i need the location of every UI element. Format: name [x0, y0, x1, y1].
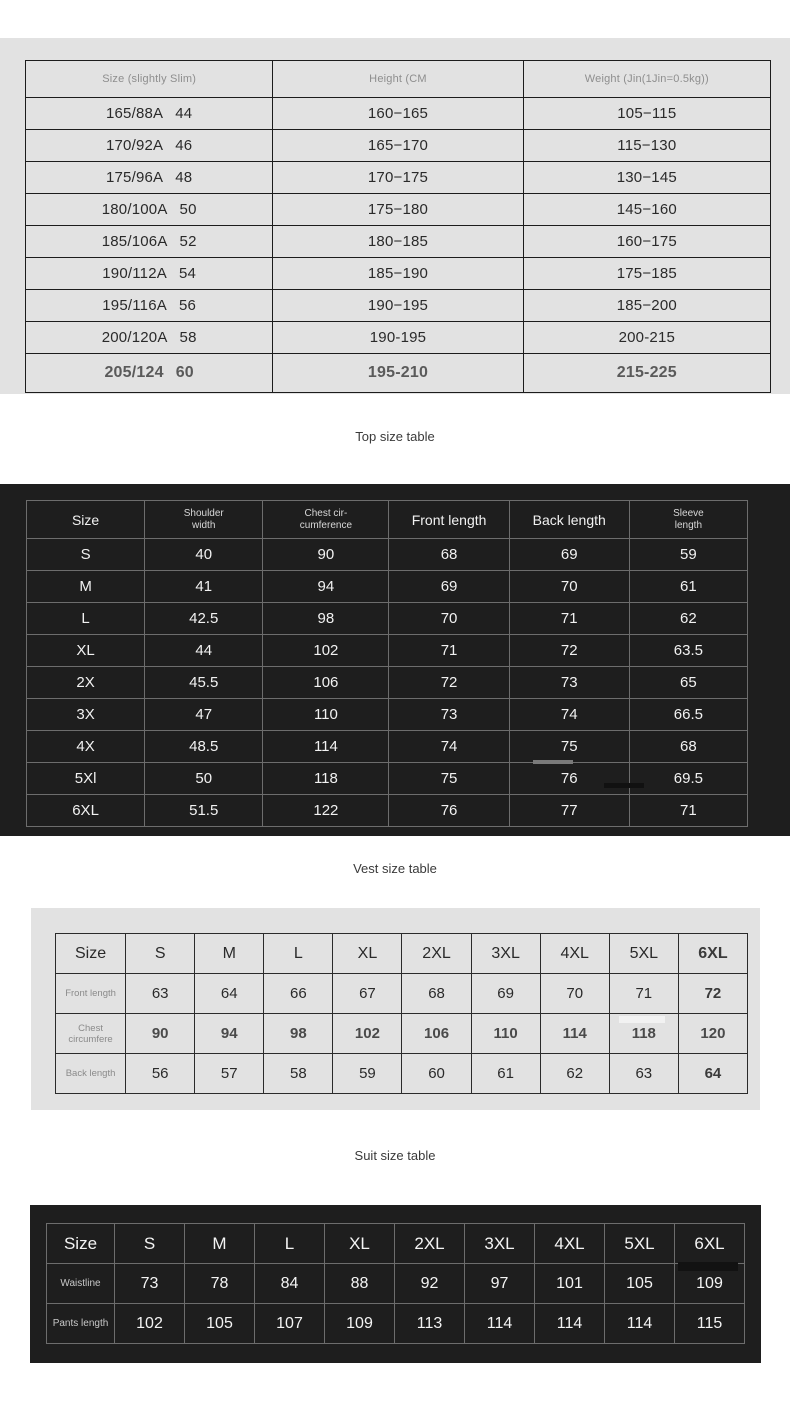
cell-chest: 102	[263, 635, 389, 667]
size-number: 52	[179, 233, 197, 250]
cell-height: 165−170	[273, 130, 523, 162]
row-header-front-length: Front length	[56, 974, 126, 1014]
cell-value: 92	[395, 1264, 465, 1304]
cell-value: 102	[115, 1304, 185, 1344]
cell-sleeve: 63.5	[629, 635, 747, 667]
col-header-sleeve-length	[629, 501, 747, 539]
caption-top-size-table: Top size table	[355, 429, 435, 444]
cell-value: 64	[678, 1054, 747, 1094]
table-row	[56, 1014, 748, 1054]
table-row	[47, 1264, 745, 1304]
col-header-s: S	[115, 1224, 185, 1264]
cell-chest: 106	[263, 667, 389, 699]
cell-value: 109	[325, 1304, 395, 1344]
table-row	[47, 1304, 745, 1344]
cell-shoulder: 40	[145, 539, 263, 571]
cell-height: 175−180	[273, 194, 523, 226]
cell-chest: 110	[263, 699, 389, 731]
cell-value: 69	[471, 974, 540, 1014]
size-code: 185/106A	[101, 233, 168, 250]
col-header-3xl: 3XL	[471, 934, 540, 974]
size-code: 165/88A	[105, 105, 164, 122]
cell-size	[26, 290, 273, 322]
cell-weight: 160−175	[523, 226, 770, 258]
cell-back: 69	[509, 539, 629, 571]
cell-value: 59	[333, 1054, 402, 1094]
cell-value: 120	[678, 1014, 747, 1054]
col-header-3xl: 3XL	[465, 1224, 535, 1264]
size-number: 46	[175, 137, 193, 154]
cell-value: 72	[678, 974, 747, 1014]
size-code: 190/112A	[102, 265, 167, 282]
cell-shoulder: 51.5	[145, 795, 263, 827]
suit-size-table	[46, 1223, 745, 1344]
top-size-table	[26, 500, 748, 827]
cell-sleeve: 62	[629, 603, 747, 635]
col-header-back-length: Back length	[509, 501, 629, 539]
table-row	[26, 226, 771, 258]
cell-sleeve: 69.5	[629, 763, 747, 795]
cell-size	[26, 194, 273, 226]
cell-value: 62	[540, 1054, 609, 1094]
cell-shoulder: 42.5	[145, 603, 263, 635]
col-header-6xl: 6XL	[678, 934, 747, 974]
cell-front: 74	[389, 731, 509, 763]
col-header-xl: XL	[333, 934, 402, 974]
cell-value: 110	[471, 1014, 540, 1054]
cell-value: 97	[465, 1264, 535, 1304]
size-code: 205/124	[104, 364, 164, 381]
size-code: 170/92A	[105, 137, 164, 154]
cell-value: 94	[195, 1014, 264, 1054]
cell-size: 2X	[27, 667, 145, 699]
cell-weight: 145−160	[523, 194, 770, 226]
cell-value: 67	[333, 974, 402, 1014]
col-header-weight: Weight (Jin(1Jin=0.5kg))	[523, 61, 770, 98]
col-header-2xl: 2XL	[395, 1224, 465, 1264]
cell-back: 75	[509, 731, 629, 763]
cell-back: 72	[509, 635, 629, 667]
cell-height: 185−190	[273, 258, 523, 290]
cell-value: 70	[540, 974, 609, 1014]
cell-shoulder: 45.5	[145, 667, 263, 699]
size-code: 180/100A	[101, 201, 168, 218]
cell-value: 78	[185, 1264, 255, 1304]
cell-weight: 200-215	[523, 322, 770, 354]
size-number: 50	[179, 201, 197, 218]
cell-value: 73	[115, 1264, 185, 1304]
table-header-row	[27, 501, 748, 539]
cell-back: 76	[509, 763, 629, 795]
cell-sleeve: 66.5	[629, 699, 747, 731]
table-row	[26, 322, 771, 354]
cell-front: 69	[389, 571, 509, 603]
cell-value: 106	[402, 1014, 471, 1054]
size-code: 200/120A	[101, 329, 168, 346]
size-number: 48	[175, 169, 193, 186]
caption-suit-size-table: Suit size table	[354, 1148, 436, 1163]
size-chart-table	[25, 60, 771, 393]
cell-sleeve: 65	[629, 667, 747, 699]
cell-size	[26, 98, 273, 130]
cell-front: 76	[389, 795, 509, 827]
cell-chest: 98	[263, 603, 389, 635]
row-header-back-length: Back length	[56, 1054, 126, 1094]
cell-size	[26, 130, 273, 162]
cell-chest: 118	[263, 763, 389, 795]
cell-front: 72	[389, 667, 509, 699]
cell-front: 71	[389, 635, 509, 667]
cell-back: 73	[509, 667, 629, 699]
cell-sleeve: 68	[629, 731, 747, 763]
cell-value: 109	[675, 1264, 745, 1304]
header-line-2: cumference	[299, 519, 353, 531]
cell-size: S	[27, 539, 145, 571]
header-line-1: Chest cir-	[304, 508, 348, 519]
size-number: 56	[178, 297, 197, 314]
cell-size	[26, 258, 273, 290]
cell-value: 56	[126, 1054, 195, 1094]
cell-sleeve: 71	[629, 795, 747, 827]
cell-value: 114	[535, 1304, 605, 1344]
cell-front: 70	[389, 603, 509, 635]
table-row	[26, 258, 771, 290]
cell-size: 4X	[27, 731, 145, 763]
col-header-size: Size	[56, 934, 126, 974]
col-header-height: Height (CM	[273, 61, 523, 98]
cell-value: 107	[255, 1304, 325, 1344]
table-row	[27, 571, 748, 603]
cell-weight: 105−115	[523, 98, 770, 130]
table-row	[27, 731, 748, 763]
cell-height: 195-210	[273, 354, 523, 393]
col-header-size: Size	[27, 501, 145, 539]
cell-value: 115	[675, 1304, 745, 1344]
col-header-size: Size	[47, 1224, 115, 1264]
cell-shoulder: 50	[145, 763, 263, 795]
cell-value: 105	[185, 1304, 255, 1344]
cell-chest: 94	[263, 571, 389, 603]
cell-weight: 215-225	[523, 354, 770, 393]
cell-value: 101	[535, 1264, 605, 1304]
cell-value: 118	[609, 1014, 678, 1054]
cell-weight: 130−145	[523, 162, 770, 194]
cell-value: 68	[402, 974, 471, 1014]
cell-sleeve: 61	[629, 571, 747, 603]
table-row	[26, 354, 771, 393]
cell-value: 102	[333, 1014, 402, 1054]
table-row	[26, 162, 771, 194]
table-row	[27, 539, 748, 571]
cell-value: 61	[471, 1054, 540, 1094]
cell-back: 70	[509, 571, 629, 603]
cell-value: 60	[402, 1054, 471, 1094]
scan-artifact-bar	[693, 1192, 727, 1197]
cell-height: 170−175	[273, 162, 523, 194]
header-line-1: Sleeve	[673, 508, 704, 519]
cell-front: 73	[389, 699, 509, 731]
cell-value: 113	[395, 1304, 465, 1344]
cell-size: M	[27, 571, 145, 603]
cell-chest: 90	[263, 539, 389, 571]
col-header-5xl: 5XL	[609, 934, 678, 974]
cell-sleeve: 59	[629, 539, 747, 571]
col-header-s: S	[126, 934, 195, 974]
size-number: 44	[175, 105, 193, 122]
table-header-row	[56, 934, 748, 974]
vest-size-table	[55, 933, 748, 1094]
table-header-row	[26, 61, 771, 98]
col-header-5xl: 5XL	[605, 1224, 675, 1264]
cell-back: 71	[509, 603, 629, 635]
cell-weight: 185−200	[523, 290, 770, 322]
cell-size	[26, 322, 273, 354]
col-header-l: L	[255, 1224, 325, 1264]
table-row	[27, 603, 748, 635]
caption-vest-size-table: Vest size table	[353, 861, 437, 876]
table-row	[27, 795, 748, 827]
cell-shoulder: 47	[145, 699, 263, 731]
cell-weight: 115−130	[523, 130, 770, 162]
col-header-shoulder-width	[145, 501, 263, 539]
table-row	[27, 667, 748, 699]
cell-chest: 122	[263, 795, 389, 827]
col-header-m: M	[195, 934, 264, 974]
table-row	[26, 130, 771, 162]
col-header-front-length: Front length	[389, 501, 509, 539]
size-number: 54	[178, 265, 197, 282]
cell-chest: 114	[263, 731, 389, 763]
cell-front: 68	[389, 539, 509, 571]
table-row	[27, 699, 748, 731]
cell-value: 63	[609, 1054, 678, 1094]
cell-value: 66	[264, 974, 333, 1014]
row-header-waistline: Waistline	[47, 1264, 115, 1304]
cell-value: 57	[195, 1054, 264, 1094]
header-line-2: width	[192, 519, 216, 531]
col-header-chest-circumference	[263, 501, 389, 539]
cell-value: 58	[264, 1054, 333, 1094]
size-number: 58	[179, 329, 197, 346]
cell-size	[26, 162, 273, 194]
cell-value: 63	[126, 974, 195, 1014]
cell-value: 114	[465, 1304, 535, 1344]
cell-height: 160−165	[273, 98, 523, 130]
cell-shoulder: 48.5	[145, 731, 263, 763]
col-header-size: Size (slightly Slim)	[26, 61, 273, 98]
cell-size: 3X	[27, 699, 145, 731]
cell-value: 114	[540, 1014, 609, 1054]
cell-size: XL	[27, 635, 145, 667]
cell-value: 64	[195, 974, 264, 1014]
size-code: 175/96A	[105, 169, 164, 186]
cell-front: 75	[389, 763, 509, 795]
cell-size: 6XL	[27, 795, 145, 827]
cell-height: 180−185	[273, 226, 523, 258]
cell-size	[26, 354, 273, 393]
cell-value: 114	[605, 1304, 675, 1344]
cell-value: 84	[255, 1264, 325, 1304]
col-header-xl: XL	[325, 1224, 395, 1264]
row-header-chest-circumference: Chest circumfere	[56, 1014, 126, 1054]
table-row	[27, 763, 748, 795]
col-header-l: L	[264, 934, 333, 974]
cell-value: 105	[605, 1264, 675, 1304]
col-header-4xl: 4XL	[535, 1224, 605, 1264]
table-row	[27, 635, 748, 667]
row-header-pants-length: Pants length	[47, 1304, 115, 1344]
cell-back: 77	[509, 795, 629, 827]
col-header-m: M	[185, 1224, 255, 1264]
header-line-2: length	[674, 519, 703, 531]
table-row	[56, 1054, 748, 1094]
table-row	[26, 194, 771, 226]
size-code: 195/116A	[102, 297, 167, 314]
col-header-4xl: 4XL	[540, 934, 609, 974]
cell-height: 190-195	[273, 322, 523, 354]
cell-height: 190−195	[273, 290, 523, 322]
table-row	[26, 98, 771, 130]
cell-shoulder: 41	[145, 571, 263, 603]
header-line-1: Shoulder	[183, 508, 224, 519]
col-header-2xl: 2XL	[402, 934, 471, 974]
cell-back: 74	[509, 699, 629, 731]
cell-value: 71	[609, 974, 678, 1014]
table-row	[56, 974, 748, 1014]
cell-size: L	[27, 603, 145, 635]
cell-size: 5Xl	[27, 763, 145, 795]
cell-shoulder: 44	[145, 635, 263, 667]
cell-value: 98	[264, 1014, 333, 1054]
table-row	[26, 290, 771, 322]
cell-value: 88	[325, 1264, 395, 1304]
col-header-6xl: 6XL	[675, 1224, 745, 1264]
size-number: 60	[175, 364, 194, 381]
table-header-row	[47, 1224, 745, 1264]
cell-value: 90	[126, 1014, 195, 1054]
cell-size	[26, 226, 273, 258]
cell-weight: 175−185	[523, 258, 770, 290]
